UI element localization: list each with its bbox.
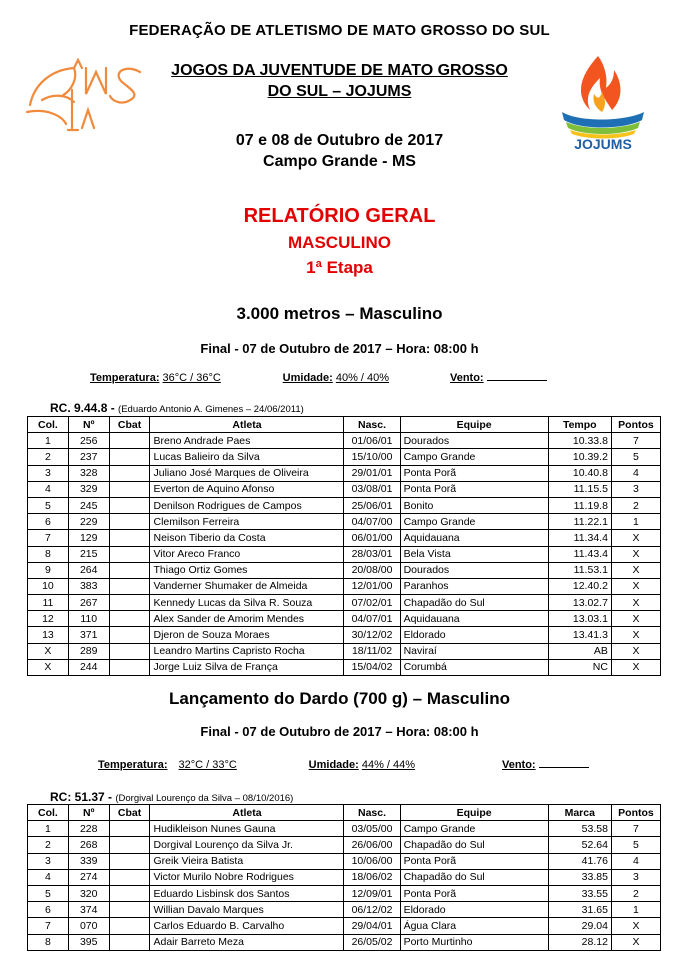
- result-cell: 11.22.1: [548, 514, 611, 530]
- report-title: RELATÓRIO GERAL: [243, 205, 436, 227]
- cbat-id-cell: [109, 643, 150, 659]
- column-header-bib-number: Nº: [68, 417, 109, 433]
- cbat-id-cell: [109, 837, 150, 853]
- report-gender: MASCULINO: [288, 233, 391, 252]
- birth-date-cell: 28/03/01: [344, 546, 400, 562]
- points-cell: 4: [611, 853, 660, 869]
- column-header-athlete-name: Atleta: [150, 417, 344, 433]
- points-cell: X: [611, 627, 660, 643]
- cbat-id-cell: [109, 530, 150, 546]
- table-row: [28, 578, 661, 594]
- table-row: [28, 643, 661, 659]
- column-header-result: Marca: [548, 805, 611, 821]
- points-cell: X: [611, 562, 660, 578]
- result-cell: 11.15.5: [548, 481, 611, 497]
- table-row: [28, 627, 661, 643]
- cbat-id-cell: [109, 918, 150, 934]
- cbat-id-cell: [109, 869, 150, 885]
- record-label: RC. 9.44.8 -: [50, 401, 115, 415]
- column-header-points: Pontos: [611, 417, 660, 433]
- athlete-name-cell: Dorgival Lourenço da Silva Jr.: [150, 837, 344, 853]
- birth-date-cell: 07/02/01: [344, 595, 400, 611]
- bib-number-cell: 329: [68, 481, 109, 497]
- table-row: [28, 465, 661, 481]
- event-1-title: 3.000 metros – Masculino: [236, 304, 443, 323]
- result-cell: 28.12: [548, 934, 611, 950]
- athlete-name-cell: Clemilson Ferreira: [150, 514, 344, 530]
- birth-date-cell: 04/07/00: [344, 514, 400, 530]
- cbat-id-cell: [109, 611, 150, 627]
- wind-label: Vento:: [501, 759, 536, 771]
- team-cell: Campo Grande: [400, 449, 548, 465]
- birth-date-cell: 12/09/01: [344, 885, 400, 901]
- column-header-bib-number: Nº: [68, 805, 109, 821]
- humidity-label: Umidade:: [282, 372, 333, 384]
- athlete-name-cell: Denilson Rodrigues de Campos: [150, 497, 344, 513]
- birth-date-cell: 25/06/01: [344, 497, 400, 513]
- team-cell: Aquidauana: [400, 611, 548, 627]
- points-cell: X: [611, 578, 660, 594]
- cbat-id-cell: [109, 821, 150, 837]
- wind-value: [487, 380, 547, 381]
- bib-number-cell: 328: [68, 465, 109, 481]
- placement-cell: 11: [28, 595, 69, 611]
- placement-cell: 12: [28, 611, 69, 627]
- bib-number-cell: 267: [68, 595, 109, 611]
- points-cell: X: [611, 546, 660, 562]
- event-1-final-info: Final - 07 de Outubro de 2017 – Hora: 08:00 h: [200, 341, 479, 356]
- cbat-id-cell: [109, 902, 150, 918]
- placement-cell: 4: [28, 481, 69, 497]
- points-cell: X: [611, 595, 660, 611]
- record-label: RC: 51.37 -: [50, 790, 113, 804]
- team-cell: Água Clara: [400, 918, 548, 934]
- placement-cell: 9: [28, 562, 69, 578]
- birth-date-cell: 30/12/02: [344, 627, 400, 643]
- table-row: [28, 934, 661, 950]
- cbat-id-cell: [109, 578, 150, 594]
- team-cell: Chapadão do Sul: [400, 837, 548, 853]
- athlete-name-cell: Adair Barreto Meza: [150, 934, 344, 950]
- placement-cell: 6: [28, 514, 69, 530]
- cbat-id-cell: [109, 595, 150, 611]
- placement-cell: 1: [28, 433, 69, 449]
- birth-date-cell: 12/01/00: [344, 578, 400, 594]
- table-row: [28, 481, 661, 497]
- bib-number-cell: 395: [68, 934, 109, 950]
- placement-cell: 1: [28, 821, 69, 837]
- athlete-name-cell: Eduardo Lisbinsk dos Santos: [150, 885, 344, 901]
- points-cell: X: [611, 530, 660, 546]
- team-cell: Corumbá: [400, 659, 548, 675]
- athlete-name-cell: Jorge Luiz Silva de França: [150, 659, 344, 675]
- bib-number-cell: 374: [68, 902, 109, 918]
- wind-label: Vento:: [449, 372, 484, 384]
- table-row: [28, 837, 661, 853]
- birth-date-cell: 18/06/02: [344, 869, 400, 885]
- event-2-conditions: [98, 759, 679, 771]
- athlete-name-cell: Kennedy Lucas da Silva R. Souza: [150, 595, 344, 611]
- event-2-results-table: [27, 804, 661, 951]
- bib-number-cell: 371: [68, 627, 109, 643]
- bib-number-cell: 274: [68, 869, 109, 885]
- result-cell: 13.03.1: [548, 611, 611, 627]
- placement-cell: 7: [28, 918, 69, 934]
- points-cell: X: [611, 643, 660, 659]
- column-header-birth-date: Nasc.: [344, 805, 400, 821]
- points-cell: 7: [611, 821, 660, 837]
- placement-cell: 3: [28, 853, 69, 869]
- federation-title: FEDERAÇÃO DE ATLETISMO DE MATO GROSSO DO SUL: [129, 22, 550, 39]
- birth-date-cell: 03/05/00: [344, 821, 400, 837]
- athlete-name-cell: Leandro Martins Capristo Rocha: [150, 643, 344, 659]
- athlete-name-cell: Juliano José Marques de Oliveira: [150, 465, 344, 481]
- temperature-label: Temperatura:: [98, 759, 168, 771]
- athlete-name-cell: Willian Davalo Marques: [150, 902, 344, 918]
- points-cell: X: [611, 934, 660, 950]
- event-2-title: Lançamento do Dardo (700 g) – Masculino: [168, 689, 510, 708]
- placement-cell: 6: [28, 902, 69, 918]
- points-cell: X: [611, 611, 660, 627]
- birth-date-cell: 10/06/00: [344, 853, 400, 869]
- table-row: [28, 595, 661, 611]
- points-cell: 2: [611, 497, 660, 513]
- team-cell: Dourados: [400, 433, 548, 449]
- athlete-name-cell: Vitor Areco Franco: [150, 546, 344, 562]
- table-row: [28, 918, 661, 934]
- placement-cell: 4: [28, 869, 69, 885]
- birth-date-cell: 18/11/02: [344, 643, 400, 659]
- birth-date-cell: 29/01/01: [344, 465, 400, 481]
- cbat-id-cell: [109, 562, 150, 578]
- team-cell: Ponta Porã: [400, 481, 548, 497]
- placement-cell: 8: [28, 934, 69, 950]
- cbat-id-cell: [109, 481, 150, 497]
- cbat-id-cell: [109, 465, 150, 481]
- column-header-team: Equipe: [400, 805, 548, 821]
- result-cell: 10.39.2: [548, 449, 611, 465]
- column-header-team: Equipe: [400, 417, 548, 433]
- placement-cell: 10: [28, 578, 69, 594]
- result-cell: 10.40.8: [548, 465, 611, 481]
- event-city: Campo Grande - MS: [263, 153, 416, 170]
- result-cell: 33.85: [548, 869, 611, 885]
- team-cell: Chapadão do Sul: [400, 595, 548, 611]
- bib-number-cell: 268: [68, 837, 109, 853]
- result-cell: 10.33.8: [548, 433, 611, 449]
- table-row: [28, 853, 661, 869]
- result-cell: 11.19.8: [548, 497, 611, 513]
- temperature-label: Temperatura:: [90, 372, 160, 384]
- team-cell: Bonito: [400, 497, 548, 513]
- points-cell: 3: [611, 869, 660, 885]
- placement-cell: 5: [28, 885, 69, 901]
- result-cell: 31.65: [548, 902, 611, 918]
- athlete-name-cell: Victor Murilo Nobre Rodrigues: [150, 869, 344, 885]
- table-row: [28, 514, 661, 530]
- athlete-name-cell: Hudikleison Nunes Gauna: [150, 821, 344, 837]
- points-cell: 1: [611, 902, 660, 918]
- result-cell: 41.76: [548, 853, 611, 869]
- athlete-name-cell: Carlos Eduardo B. Carvalho: [150, 918, 344, 934]
- team-cell: Porto Murtinho: [400, 934, 548, 950]
- points-cell: 7: [611, 433, 660, 449]
- cbat-id-cell: [109, 449, 150, 465]
- bib-number-cell: 256: [68, 433, 109, 449]
- placement-cell: 2: [28, 449, 69, 465]
- table-row: [28, 869, 661, 885]
- points-cell: 4: [611, 465, 660, 481]
- humidity-label: Umidade:: [308, 759, 359, 771]
- table-row: [28, 902, 661, 918]
- team-cell: Campo Grande: [400, 821, 548, 837]
- bib-number-cell: 215: [68, 546, 109, 562]
- team-cell: Bela Vista: [400, 546, 548, 562]
- cbat-id-cell: [109, 885, 150, 901]
- placement-cell: 3: [28, 465, 69, 481]
- placement-cell: X: [28, 643, 69, 659]
- bib-number-cell: 320: [68, 885, 109, 901]
- cbat-id-cell: [109, 853, 150, 869]
- humidity-value: 40% / 40%: [335, 372, 390, 384]
- placement-cell: 2: [28, 837, 69, 853]
- birth-date-cell: 06/12/02: [344, 902, 400, 918]
- bib-number-cell: 129: [68, 530, 109, 546]
- result-cell: 11.53.1: [548, 562, 611, 578]
- birth-date-cell: 15/04/02: [344, 659, 400, 675]
- table-row: [28, 562, 661, 578]
- bib-number-cell: 264: [68, 562, 109, 578]
- team-cell: Ponta Porã: [400, 885, 548, 901]
- birth-date-cell: 06/01/00: [344, 530, 400, 546]
- athlete-name-cell: Greik Vieira Batista: [150, 853, 344, 869]
- birth-date-cell: 29/04/01: [344, 918, 400, 934]
- temperature-value: 36°C / 36°C: [162, 372, 221, 384]
- cbat-id-cell: [109, 433, 150, 449]
- bib-number-cell: 228: [68, 821, 109, 837]
- bib-number-cell: 244: [68, 659, 109, 675]
- birth-date-cell: 26/06/00: [344, 837, 400, 853]
- team-cell: Chapadão do Sul: [400, 869, 548, 885]
- result-cell: 13.41.3: [548, 627, 611, 643]
- table-row: [28, 546, 661, 562]
- athlete-name-cell: Everton de Aquino Afonso: [150, 481, 344, 497]
- event-2-final-info: Final - 07 de Outubro de 2017 – Hora: 08:00 h: [200, 724, 479, 739]
- points-cell: X: [611, 918, 660, 934]
- column-header-cbat-id: Cbat: [109, 805, 150, 821]
- team-cell: Ponta Porã: [400, 853, 548, 869]
- temperature-value: 32°C / 33°C: [178, 759, 237, 771]
- result-cell: NC: [548, 659, 611, 675]
- points-cell: 2: [611, 885, 660, 901]
- athlete-name-cell: Breno Andrade Paes: [150, 433, 344, 449]
- column-header-placement: Col.: [28, 805, 69, 821]
- birth-date-cell: 04/07/01: [344, 611, 400, 627]
- result-cell: 11.43.4: [548, 546, 611, 562]
- team-cell: Naviraí: [400, 643, 548, 659]
- birth-date-cell: 20/08/00: [344, 562, 400, 578]
- team-cell: Aquidauana: [400, 530, 548, 546]
- result-cell: AB: [548, 643, 611, 659]
- team-cell: Paranhos: [400, 578, 548, 594]
- placement-cell: 13: [28, 627, 69, 643]
- table-row: [28, 433, 661, 449]
- table-row: [28, 497, 661, 513]
- record-detail: (Eduardo Antonio A. Gimenes – 24/06/2011): [118, 404, 304, 415]
- event-title-line1: JOGOS DA JUVENTUDE DE MATO GROSSO: [171, 62, 508, 79]
- result-cell: 33.55: [548, 885, 611, 901]
- points-cell: 3: [611, 481, 660, 497]
- jojums-logo-text: JOJUMS: [574, 136, 632, 152]
- bib-number-cell: 383: [68, 578, 109, 594]
- athlete-name-cell: Neison Tiberio da Costa: [150, 530, 344, 546]
- wind-value: [539, 767, 589, 768]
- placement-cell: 5: [28, 497, 69, 513]
- team-cell: Campo Grande: [400, 514, 548, 530]
- event-1-record: [50, 401, 304, 415]
- report-stage: 1ª Etapa: [306, 258, 373, 277]
- bib-number-cell: 245: [68, 497, 109, 513]
- table-row: [28, 821, 661, 837]
- event-1-results-table: [27, 416, 661, 676]
- result-cell: 53.58: [548, 821, 611, 837]
- cbat-id-cell: [109, 514, 150, 530]
- birth-date-cell: 03/08/01: [344, 481, 400, 497]
- event-title-line2: DO SUL – JOJUMS: [267, 83, 412, 100]
- humidity-value: 44% / 44%: [361, 759, 416, 771]
- column-header-athlete-name: Atleta: [150, 805, 344, 821]
- record-detail: (Dorgival Lourenço da Silva – 08/10/2016): [115, 793, 294, 804]
- team-cell: Ponta Porã: [400, 465, 548, 481]
- column-header-points: Pontos: [611, 805, 660, 821]
- placement-cell: X: [28, 659, 69, 675]
- cbat-id-cell: [109, 497, 150, 513]
- birth-date-cell: 26/05/02: [344, 934, 400, 950]
- bib-number-cell: 339: [68, 853, 109, 869]
- event-1-conditions: [90, 372, 679, 384]
- athlete-name-cell: Djeron de Souza Moraes: [150, 627, 344, 643]
- event-dates: 07 e 08 de Outubro de 2017: [235, 132, 444, 149]
- result-cell: 11.34.4: [548, 530, 611, 546]
- column-header-cbat-id: Cbat: [109, 417, 150, 433]
- bib-number-cell: 110: [68, 611, 109, 627]
- result-cell: 29.04: [548, 918, 611, 934]
- cbat-id-cell: [109, 934, 150, 950]
- points-cell: 5: [611, 837, 660, 853]
- result-cell: 13.02.7: [548, 595, 611, 611]
- team-cell: Eldorado: [400, 902, 548, 918]
- table-row: [28, 659, 661, 675]
- bib-number-cell: 229: [68, 514, 109, 530]
- points-cell: 1: [611, 514, 660, 530]
- column-header-birth-date: Nasc.: [344, 417, 400, 433]
- column-header-result: Tempo: [548, 417, 611, 433]
- cbat-id-cell: [109, 659, 150, 675]
- points-cell: X: [611, 659, 660, 675]
- table-header-row: [28, 805, 661, 821]
- table-row: [28, 449, 661, 465]
- placement-cell: 7: [28, 530, 69, 546]
- bib-number-cell: 237: [68, 449, 109, 465]
- athlete-name-cell: Alex Sander de Amorim Mendes: [150, 611, 344, 627]
- cbat-id-cell: [109, 627, 150, 643]
- table-row: [28, 611, 661, 627]
- column-header-placement: Col.: [28, 417, 69, 433]
- birth-date-cell: 01/06/01: [344, 433, 400, 449]
- table-row: [28, 885, 661, 901]
- event-2-record: [50, 790, 293, 804]
- team-cell: Eldorado: [400, 627, 548, 643]
- cbat-id-cell: [109, 546, 150, 562]
- result-cell: 12.40.2: [548, 578, 611, 594]
- team-cell: Dourados: [400, 562, 548, 578]
- birth-date-cell: 15/10/00: [344, 449, 400, 465]
- bib-number-cell: 289: [68, 643, 109, 659]
- placement-cell: 8: [28, 546, 69, 562]
- bib-number-cell: 070: [68, 918, 109, 934]
- table-header-row: [28, 417, 661, 433]
- points-cell: 5: [611, 449, 660, 465]
- result-cell: 52.64: [548, 837, 611, 853]
- athlete-name-cell: Vanderner Shumaker de Almeida: [150, 578, 344, 594]
- athlete-name-cell: Thiago Ortiz Gomes: [150, 562, 344, 578]
- table-row: [28, 530, 661, 546]
- athlete-name-cell: Lucas Balieiro da Silva: [150, 449, 344, 465]
